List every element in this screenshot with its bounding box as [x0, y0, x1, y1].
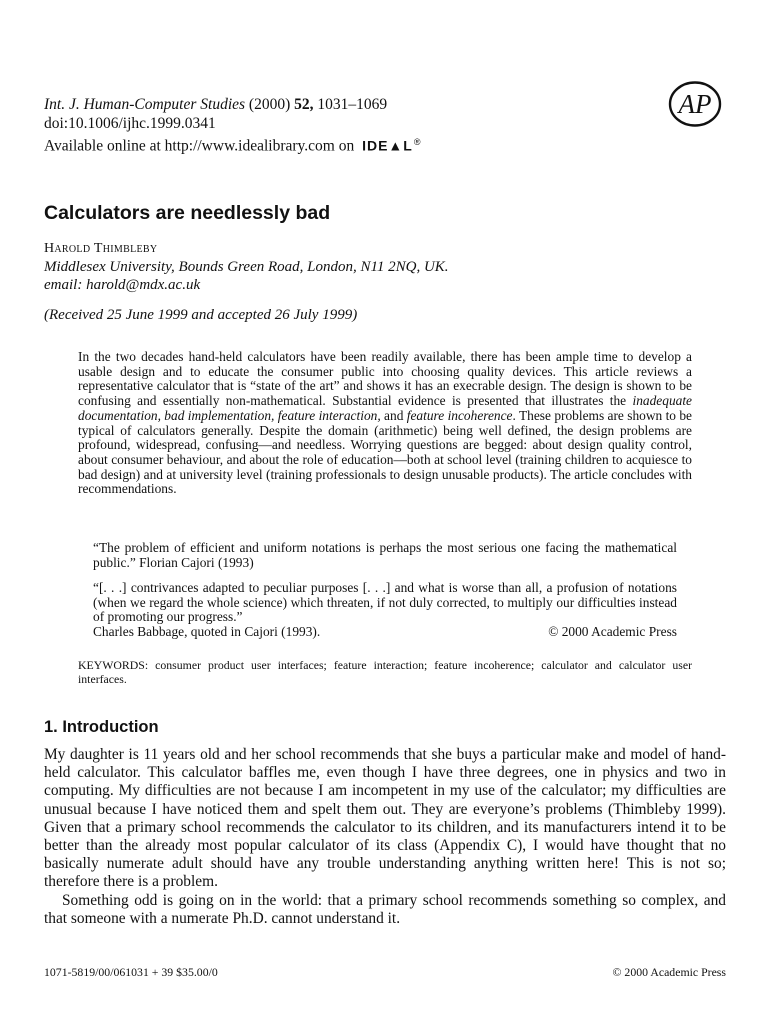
abstract-paragraph — [78, 350, 692, 497]
abstract-emphasis-2: feature incoherence — [406, 407, 513, 423]
author-block — [44, 240, 449, 324]
epigraph-babbage-text: “[. . .] contrivances adapted to peculiar purposes [. . .] and what is worse than all, a profusion of notations (when we regard the whole science) which threaten, if not duly corrected, to multiply our difficulties instead of promoting our progress.” — [93, 580, 677, 625]
doi-line: doi:10.1006/ijhc.1999.0341 — [44, 115, 216, 132]
availability-line — [44, 133, 421, 156]
abstract-text-2: and — [380, 407, 407, 423]
footer-issn: 1071-5819/00/061031 + 39 $35.00/0 — [44, 965, 218, 979]
introduction-body — [44, 746, 726, 928]
abstract-emphasis-1: inadequate documentation, bad implementation, feature interaction, — [78, 393, 692, 423]
keywords-text: consumer product user interfaces; feature interaction; feature incoherence; calculator and calculator user interfaces. — [78, 658, 692, 686]
registered-mark: ® — [413, 137, 422, 147]
citation-line — [44, 95, 421, 114]
body-paragraph-1: My daughter is 11 years old and her school recommends that she buys a particular make and model of hand-held calculator. This calculator baffles me, even though I have three degrees, one in physics and two in computing. My difficulties are not because I am incompetent in my use of the calculator; my difficulties are unusual because I have noticed them and spelt them out. They are everyone’s problems (Thimbleby 1999). Given that a primary school recommends the calculator to its children, and its manufacturers intend it to be better than the already most popular calculator of its class (Appendix C), I would have thought that no basically numerate adult should have any trouble understanding anything written here! This is not so; therefore there is a problem. — [44, 746, 726, 891]
abstract-copyright: © 2000 Academic Press — [548, 624, 677, 640]
body-paragraph-2: Something odd is going on in the world: that a primary school recommends something so complex, and that someone with a numerate Ph.D. cannot understand it. — [44, 891, 726, 927]
author-name: Harold Thimbleby — [44, 241, 158, 256]
author-email: email: harold@mdx.ac.uk — [44, 277, 201, 293]
journal-pages: 1031–1069 — [317, 96, 388, 113]
footer-copyright: © 2000 Academic Press — [612, 965, 726, 979]
journal-header — [44, 95, 421, 156]
ideal-logo — [362, 133, 421, 156]
paper-title: Calculators are needlessly bad — [44, 202, 331, 224]
availability-text: Available online at http://www.idealibrary.com on — [44, 137, 355, 155]
author-affiliation: Middlesex University, Bounds Green Road, London, N11 2NQ, UK. — [44, 259, 449, 275]
journal-year: (2000) — [248, 96, 291, 113]
abstract — [78, 350, 692, 497]
received-dates: (Received 25 June 1999 and accepted 26 July 1999) — [44, 307, 358, 323]
epigraph-cajori: “The problem of efficient and uniform notations is perhaps the most serious one facing the mathematical public.” Florian Cajori (1993) — [93, 540, 677, 570]
journal-name: Int. J. Human-Computer Studies — [44, 96, 246, 113]
epigraph-babbage — [93, 581, 677, 640]
academic-press-logo-icon — [668, 80, 722, 128]
abstract-text-3: . These problems are shown to be typical of calculators generally. Despite the domain (arithmetic) being well defined, the design problems are profound, widespread, confusing—and needless. Worrying questions are begged: about design quality control, about consumer behaviour, and about the role of education—both at school level (training children to acquiesce to bad design) and at university level (training professionals to design unusable products). The article concludes with recommendations. — [78, 407, 692, 497]
abstract-text-1: In the two decades hand-held calculators have been readily available, there has been ample time to develop a usable design and to educate the consumer public into choosing quality devices. This article reviews a representative calculator that is “state of the art” and shows it has an execrable design. The design is shown to be confusing and essentially non-mathematical. Substantial evidence is presented that illustrates the — [78, 349, 692, 409]
ideal-logo-text: IDE▲L — [362, 137, 413, 154]
journal-volume: 52, — [294, 96, 314, 113]
epigraph-babbage-attribution: Charles Babbage, quoted in Cajori (1993). — [93, 624, 321, 640]
epigraph-babbage-attribution-line — [93, 625, 677, 640]
page-footer — [44, 965, 726, 980]
keywords-label: KEYWORDS: — [78, 658, 149, 672]
section-heading-introduction: 1. Introduction — [44, 718, 159, 736]
ap-logo-text: AP — [678, 89, 712, 119]
keywords — [78, 659, 692, 686]
